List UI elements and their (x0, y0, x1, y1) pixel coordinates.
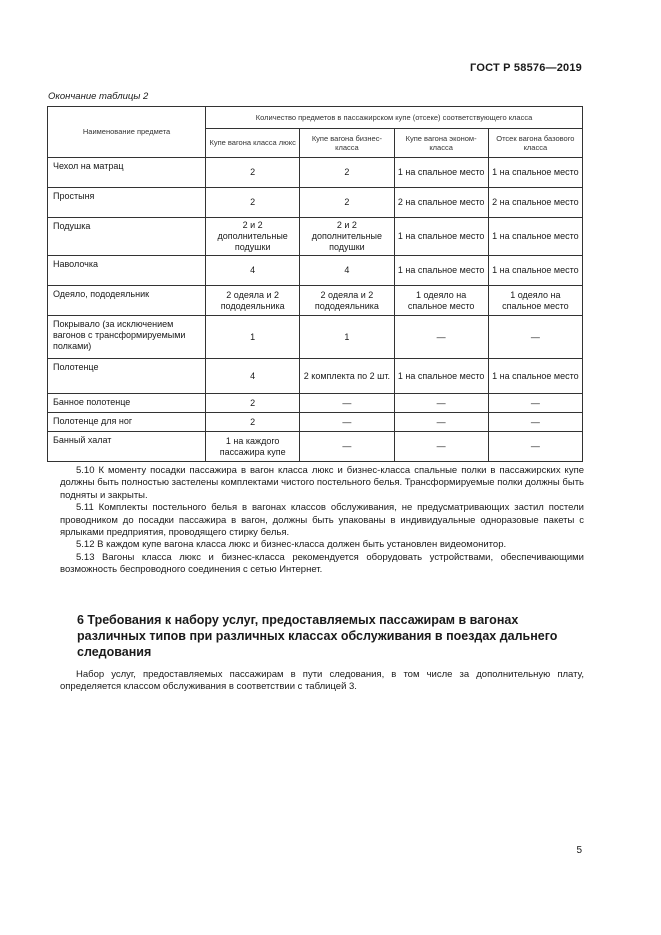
item-name-cell: Наволочка (48, 256, 206, 286)
quantity-cell: 2 (206, 394, 300, 413)
quantity-cell: 1 на спальное место (394, 256, 488, 286)
quantity-cell: — (488, 413, 582, 432)
quantity-cell: 2 (300, 188, 394, 218)
document-standard-number: ГОСТ Р 58576—2019 (470, 62, 582, 74)
table-row (48, 413, 583, 432)
item-name-cell: Покрывало (за исключением вагонов с трансформируемыми полками) (48, 316, 206, 359)
quantity-cell: 1 на спальное место (488, 256, 582, 286)
quantity-cell: 2 одеяла и 2 пододеяльника (206, 286, 300, 316)
quantity-cell: 1 на спальное место (394, 359, 488, 394)
item-name-cell: Полотенце для ног (48, 413, 206, 432)
body-paragraph: 5.11 Комплекты постельного белья в вагонах классов обслуживания, не предусматривающих застил постели проводником до посадки пассажира в вагон, должны быть упакованы в индивидуальные одноразовые пакеты с ярлыками предприятия, проводящего стирку белья. (60, 502, 584, 539)
quantity-cell: 4 (206, 359, 300, 394)
table-row (48, 359, 583, 394)
body-paragraphs (60, 465, 584, 577)
item-name-cell: Чехол на матрац (48, 158, 206, 188)
table-row (48, 256, 583, 286)
name-column-header: Наименование предмета (48, 107, 206, 158)
body-paragraph: 5.12 В каждом купе вагона класса люкс и бизнес-класса должен быть установлен видеомонитор. (76, 539, 507, 551)
item-name-cell: Одеяло, пододеяльник (48, 286, 206, 316)
quantity-cell: 1 на спальное место (394, 158, 488, 188)
quantity-cell: 1 на спальное место (488, 158, 582, 188)
table-row (48, 188, 583, 218)
quantity-cell: — (300, 413, 394, 432)
table-row (48, 432, 583, 462)
quantity-cell: 1 (300, 316, 394, 359)
quantity-cell: — (394, 413, 488, 432)
quantity-cell: 4 (300, 256, 394, 286)
quantity-cell: — (488, 394, 582, 413)
quantity-cell: 4 (206, 256, 300, 286)
quantity-cell: — (488, 316, 582, 359)
item-name-cell: Банный халат (48, 432, 206, 462)
table-header-row (48, 107, 583, 129)
item-name-cell: Полотенце (48, 359, 206, 394)
section-paragraph: Набор услуг, предоставляемых пассажирам в пути следования, в том числе за дополнительную плату, определяется классом обслуживания в соответствии с таблицей 3. (60, 669, 584, 693)
quantity-cell: 2 (206, 413, 300, 432)
quantity-cell: 1 одеяло на спальное место (394, 286, 488, 316)
table-row (48, 394, 583, 413)
quantity-cell: 2 и 2 дополнительные подушки (300, 218, 394, 256)
table-row (48, 316, 583, 359)
quantity-cell: — (488, 432, 582, 462)
table-row (48, 158, 583, 188)
item-name-cell: Подушка (48, 218, 206, 256)
quantity-cell: 1 на спальное место (488, 359, 582, 394)
body-paragraph: 5.13 Вагоны класса люкс и бизнес-класса рекомендуется оборудовать устройствами, обеспечивающими возможность беспроводного соединения с сетью Интернет. (60, 551, 584, 576)
table-row (48, 218, 583, 256)
column-header: Купе вагона эконом-класса (394, 129, 488, 158)
table-row (48, 286, 583, 316)
quantity-cell: 2 комплекта по 2 шт. (300, 359, 394, 394)
quantity-cell: 1 на спальное место (488, 218, 582, 256)
page-number: 5 (576, 845, 582, 856)
column-header: Купе вагона класса люкс (206, 129, 300, 158)
quantity-cell: 2 на спальное место (488, 188, 582, 218)
quantity-cell: 2 (206, 188, 300, 218)
item-name-cell: Простыня (48, 188, 206, 218)
quantity-cell: 2 (206, 158, 300, 188)
quantity-cell: 2 (300, 158, 394, 188)
quantity-cell: 1 на каждого пассажира купе (206, 432, 300, 462)
table-caption: Окончание таблицы 2 (48, 91, 149, 102)
quantity-cell: 2 и 2 дополнительные подушки (206, 218, 300, 256)
quantity-cell: — (300, 394, 394, 413)
quantity-cell: — (394, 316, 488, 359)
column-header: Отсек вагона базового класса (488, 129, 582, 158)
quantity-cell: 2 на спальное место (394, 188, 488, 218)
quantity-cell: — (394, 394, 488, 413)
quantity-cell: — (394, 432, 488, 462)
section-title: 6 Требования к набору услуг, предоставляемых пассажирам в вагонах различных типов при различных классах обслуживания в поездах дальнего следования (77, 613, 558, 659)
section-body (60, 669, 584, 694)
quantity-cell: 2 одеяла и 2 пододеяльника (300, 286, 394, 316)
quantity-cell: 1 на спальное место (394, 218, 488, 256)
items-table (47, 106, 583, 462)
quantity-cell: 1 (206, 316, 300, 359)
body-paragraph: 5.10 К моменту посадки пассажира в вагон класса люкс и бизнес-класса спальные полки в пассажирских купе должны быть полностью застелены комплектами чистого постельного белья. Трансформируемые полки должны быть подняты и закрыты. (60, 465, 584, 501)
group-column-header: Количество предметов в пассажирском купе (отсеке) соответствующего класса (206, 107, 583, 129)
quantity-cell: 1 одеяло на спальное место (488, 286, 582, 316)
quantity-cell: — (300, 432, 394, 462)
item-name-cell: Банное полотенце (48, 394, 206, 413)
column-header: Купе вагона бизнес-класса (300, 129, 394, 158)
